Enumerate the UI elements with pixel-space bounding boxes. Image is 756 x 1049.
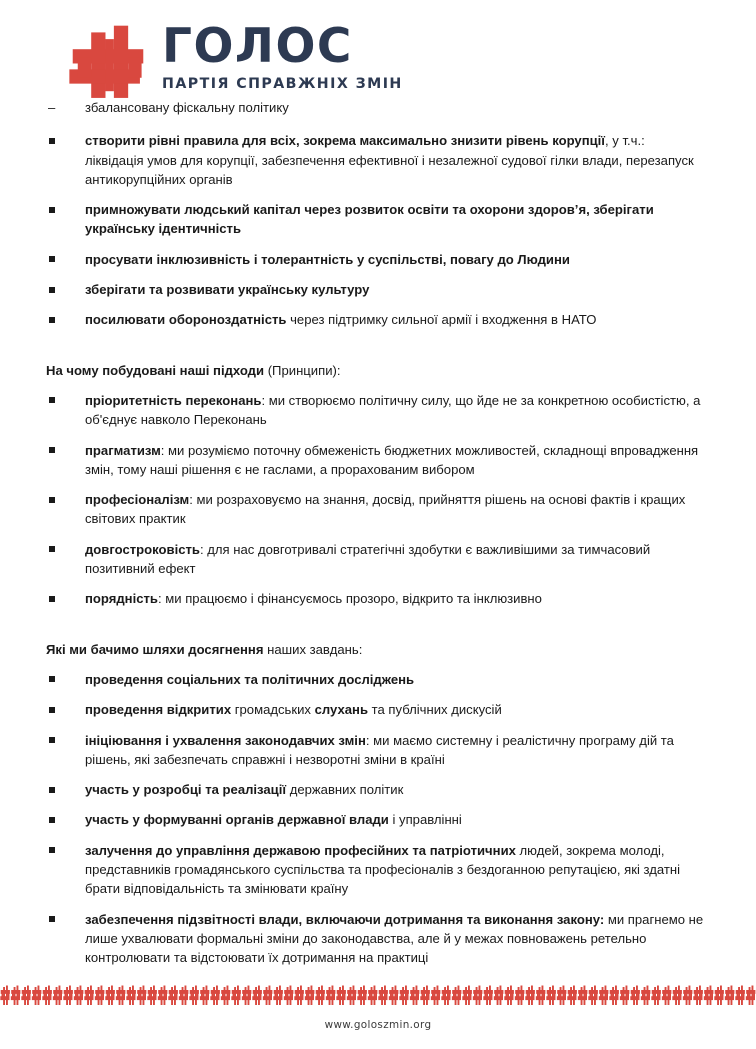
list-item-text: , у т.ч.: ліквідація умов для корупції, забезпечення ефективної і незалежної судової гілки влади, перезапуск антикорупційних органів [85, 133, 694, 187]
spacer [46, 239, 704, 250]
list-item [46, 200, 704, 239]
square-bullet-icon [49, 287, 55, 293]
square-bullet-icon [49, 596, 55, 602]
section-heading-emphasis: Які ми бачимо шляхи досягнення [46, 641, 264, 657]
list-item-text: : ми працюємо і фінансуємось прозоро, відкрито та інклюзивно [157, 591, 542, 607]
square-bullet-icon [49, 707, 55, 713]
list-item-emphasis: проведення відкритих [85, 702, 232, 718]
list-item [46, 670, 704, 689]
list-item-emphasis: прагматизм [85, 442, 161, 458]
square-bullet-icon [49, 676, 55, 682]
square-bullet-icon [49, 787, 55, 793]
hash-mark-icon [66, 24, 150, 108]
list-item [46, 250, 704, 269]
spacer [46, 269, 704, 280]
brand-title: ГОЛОС [162, 19, 353, 74]
square-bullet-icon [49, 317, 55, 323]
spacer [46, 899, 704, 910]
spacer [46, 830, 704, 841]
hash-mark-pattern-icon [0, 985, 756, 1007]
spacer [46, 769, 704, 780]
document-header [0, 0, 756, 96]
document-footer [0, 985, 756, 1049]
list-item-emphasis: порядність [85, 591, 158, 607]
list-item [46, 490, 704, 529]
spacer [46, 479, 704, 490]
list-item [46, 131, 704, 189]
list-item-text-secondary: та публічних дискусій [368, 702, 502, 718]
square-bullet-icon [49, 447, 55, 453]
square-bullet-icon [49, 546, 55, 552]
square-bullet-icon [49, 737, 55, 743]
spacer [46, 609, 704, 640]
square-bullet-icon [49, 397, 55, 403]
list-item-text: збалансовану фіскальну політику [85, 100, 289, 115]
list-item [46, 731, 704, 770]
spacer [46, 799, 704, 810]
spacer [46, 117, 704, 131]
section-heading-principles [46, 361, 704, 380]
square-bullet-icon [49, 497, 55, 503]
list-item-emphasis: забезпечення підзвітності влади, включаючи дотримання та виконання закону: [85, 911, 605, 927]
section-heading-text: (Принципи): [264, 362, 341, 378]
list-item-text: і управлінні [388, 812, 462, 828]
list-item-emphasis: проведення соціальних та політичних досліджень [85, 671, 415, 687]
list-item-emphasis: участь у формуванні органів державної влади [85, 812, 389, 828]
list-item [46, 98, 704, 117]
square-bullet-icon [49, 916, 55, 922]
spacer [46, 330, 704, 361]
list-item-text: людей, зокрема молоді, представників громадянського суспільства та професіоналів з бездоганною репутацією, які здатні брати відповідальність та змінювати країну [85, 842, 681, 897]
spacer [46, 720, 704, 731]
list-item-text: державних політик [286, 782, 404, 798]
list-item [46, 540, 704, 579]
list-item-emphasis: залучення до управління державою професійних та патріотичних [85, 842, 516, 858]
spacer [46, 380, 704, 391]
square-bullet-icon [49, 817, 55, 823]
list-item-emphasis: просувати інклюзивність і толерантність у суспільстві, повагу до Людини [85, 251, 570, 267]
list-item [46, 910, 704, 968]
list-item [46, 391, 704, 430]
list-item-text: : ми розраховуємо на знання, досвід, прийняття рішень на основі фактів і кращих світових практик [85, 492, 686, 527]
list-item [46, 310, 704, 329]
list-item-emphasis: пріоритетність переконань [85, 392, 262, 408]
spacer [46, 189, 704, 200]
square-bullet-icon [49, 256, 55, 262]
list-item-emphasis: створити рівні правила для всіх, зокрема максимально знизити рівень корупції [85, 133, 605, 149]
list-item-emphasis: посилювати обороноздатність [85, 312, 287, 328]
dash-marker: – [48, 100, 56, 115]
document-body [0, 96, 756, 968]
section-heading-methods [46, 640, 704, 659]
section-heading-emphasis: На чому побудовані наші підходи [46, 362, 265, 378]
list-item-emphasis: примножувати людський капітал через розвиток освіти та охорони здоров’я, зберігати українську ідентичність [85, 202, 654, 237]
spacer [46, 578, 704, 589]
brand-tagline: ПАРТІЯ СПРАВЖНІХ ЗМІН [162, 76, 403, 92]
list-item-emphasis: зберігати та розвивати українську культуру [85, 282, 370, 298]
spacer [46, 689, 704, 700]
list-item [46, 810, 704, 829]
spacer [46, 659, 704, 670]
spacer [46, 299, 704, 310]
section-heading-text: наших завдань: [263, 641, 363, 657]
square-bullet-icon [49, 847, 55, 853]
list-item [46, 841, 704, 899]
spacer [46, 430, 704, 441]
list-item [46, 441, 704, 480]
list-item [46, 589, 704, 608]
list-item-text: ми прагнемо не лише ухвалювати формальні зміни до законодавства, але й у межах повноважень ретельно контролювати та відстоювати їх дотримання на практиці [85, 911, 704, 966]
logo-wordmark [162, 19, 403, 93]
list-item [46, 280, 704, 299]
list-item [46, 700, 704, 719]
list-item-emphasis: довгостроковість [85, 541, 200, 557]
list-item-emphasis: участь у розробці та реалізації [85, 782, 287, 798]
list-item-emphasis-secondary: слухань [314, 702, 369, 718]
list-item-text: громадських [231, 702, 315, 718]
list-item-emphasis: ініціювання і ухвалення законодавчих змін [85, 732, 366, 748]
list-item-emphasis: професіоналізм [85, 492, 190, 508]
list-item-text: : ми маємо системну і реалістичну програму дій та рішень, які забезпечать справжні і незворотні зміни в країні [85, 732, 674, 767]
list-item-text: : ми розуміємо поточну обмеженість бюджетних можливостей, складнощі впровадження змін, тому наші рішення є не гаслами, а прорахованим вибором [85, 442, 699, 477]
list-item [46, 780, 704, 799]
footer-website-url[interactable]: www.goloszmin.org [324, 1019, 432, 1031]
list-item-text: : для нас довготривалі стратегічні здобутки є важливішими за тимчасовий позитивний ефект [85, 541, 651, 577]
spacer [46, 529, 704, 540]
square-bullet-icon [49, 207, 55, 213]
square-bullet-icon [49, 138, 55, 144]
list-item-text: через підтримку сильної армії і входження в НАТО [286, 312, 597, 328]
list-item-text: : ми створюємо політичну силу, що йде не за конкретною особистістю, а об'єднує навколо Переконань [85, 392, 701, 428]
